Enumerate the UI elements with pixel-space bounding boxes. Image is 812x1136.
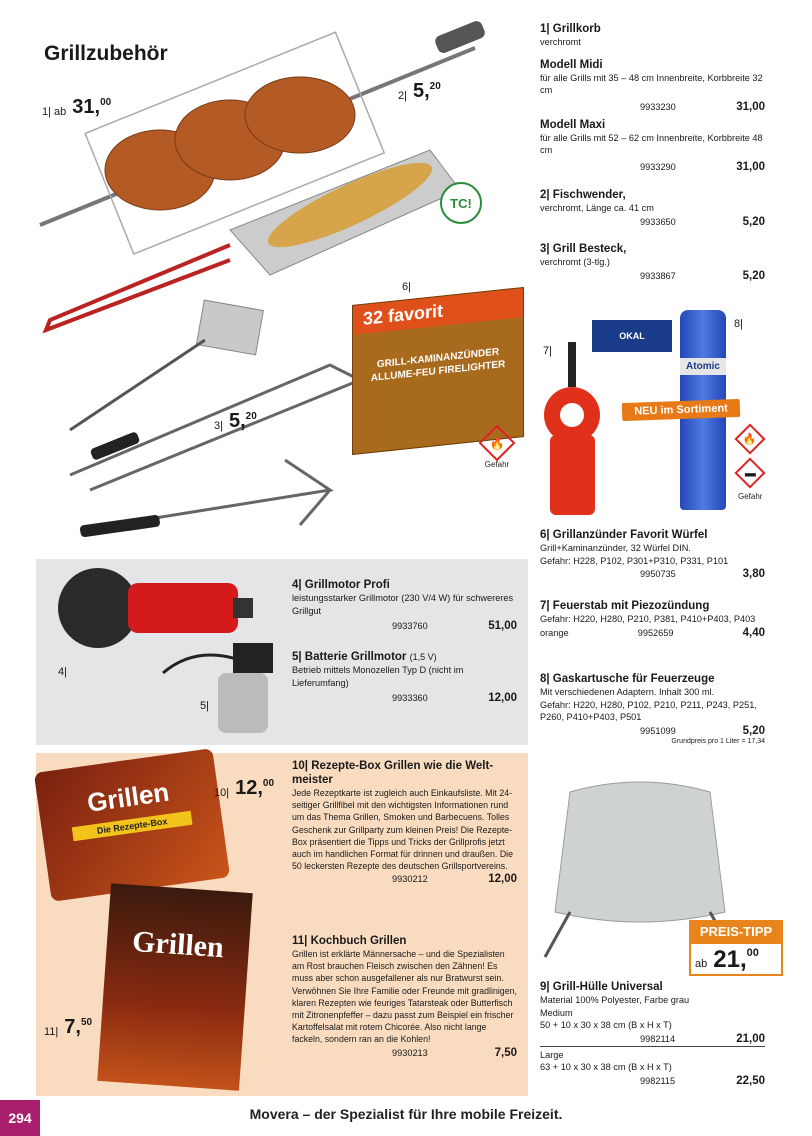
recipe-box-image [34,748,230,902]
hazard-codes: Gefahr: H220, H280, P210, P381, P410+P403, P403 [540,614,756,624]
price: 51,00 [488,620,517,632]
flame-hazard-icon: 🔥 [735,423,766,454]
product-title: 8| Gaskartusche für Feuerzeuge [540,673,715,685]
page-title: Grillzubehör [44,42,168,65]
sku: 9933760 [392,621,428,631]
callout-7: 7| [543,345,552,357]
gas-cylinder-hazard-icon: ▬ [735,457,766,488]
grill-fork [80,460,330,530]
callout-6: 6| [402,281,411,293]
callout-number: 11| [44,1026,59,1038]
product-9 [540,980,765,1088]
page-number: 294 [0,1100,40,1136]
callout-number: 10| [214,787,230,799]
callout-euro: 31, [72,96,101,118]
spatula-head [196,300,263,355]
variant-title: Modell Midi [540,58,603,71]
firelighter-label: GRILL-KAMINANZÜNDER ALLUME-FEU FIRELIGHTER [370,346,506,385]
variant-color: orange [540,627,569,638]
grill-basket [105,77,355,210]
hazard-label: Gefahr [484,460,510,469]
product-11 [292,934,517,1060]
product-desc: Jede Rezeptkarte ist zugleich auch Einkaufsliste. Mit 24-seitiger Grillfibel mit den wichtigsten Informationen rund um das Thema Grillen, Smoken und Barbecuens. Tolles Geschenk zur Grillparty zum kleinen Preis! Die Rezepte-Box präsentiert die Tipps und Tricks der Grillprofis jetzt auch im handlichen Format für drinnen und draußen. Die 50 leckersten Rezepte des deutschen Grillsportvereins. [292,788,514,872]
hazard-codes: Gefahr: H220, H280, P102, P210, P211, P243, P251, P260, P410+P403, P501 [540,699,757,722]
callout-number: 3| [214,420,223,432]
firelighter-brand: 32 favorit [353,288,523,335]
sku: 9930213 [392,1047,428,1058]
price: 5,20 [742,724,765,737]
product-desc: Material 100% Polyester, Farbe grau [540,995,690,1005]
price-tip-box [689,942,783,976]
price: 12,00 [488,873,517,886]
skewer-handle [433,20,486,55]
callout-cent: 00 [100,97,112,108]
product-desc: Betrieb mittels Monozellen Typ D (nicht im Lieferumfang) [292,665,464,688]
price-tip-badge: PREIS-TIPP [689,920,783,942]
hazard-label: Gefahr [738,492,763,501]
lighter-illustration [540,340,610,520]
new-badge: NEU im Sortiment [622,399,741,421]
page-footer: Movera – der Spezialist für Ihre mobile Freizeit. [249,1106,563,1122]
product-8 [540,672,765,745]
callout-euro: 5, [228,410,246,432]
sku: 9950735 [640,569,676,579]
callout-5: 5| [200,700,209,712]
price: 31,00 [736,100,765,113]
fork-handle [80,514,161,537]
price: 4,40 [742,626,765,639]
price: 21,00 [736,1032,765,1045]
sku: 9933867 [640,270,676,281]
callout-cent: 20 [245,411,257,422]
sku: 9933290 [640,161,676,172]
product-title: 7| Feuerstab mit Piezozündung [540,600,710,612]
price: 5,20 [742,215,765,228]
price-callout-2 [398,80,441,103]
product-1 [540,22,765,174]
callout-cent: 20 [429,81,441,92]
callout-cent: 50 [80,1017,93,1028]
price-callout-10 [214,777,274,800]
unit-price: Grundpreis pro 1 Liter = 17,34 [671,737,765,745]
callout-euro: 7, [64,1016,81,1038]
cookbook-title: Grillen [131,924,225,965]
product-4 [292,578,517,633]
variant-title: Large [540,1049,564,1060]
sku: 9982114 [640,1033,676,1044]
brand-logo: OKAL [592,320,672,352]
product-desc: verchromt (3-tlg.) [540,257,610,267]
quality-seal-icon: TC! [440,182,482,224]
product-6 [540,528,765,581]
product-title-note: (1,5 V) [409,652,437,662]
price: 7,50 [494,1046,517,1059]
recipe-box-title: Grillen [85,776,171,818]
sku: 9951099 [640,725,676,736]
product-desc: Grill+Kaminanzünder, 32 Würfel DIN. [540,543,691,553]
recipe-box-label: Die Rezepte-Box [72,811,193,842]
hazard-codes: Gefahr: H228, P102, P301+P310, P331, P101 [540,555,729,566]
sku: 9933360 [392,693,428,703]
sku: 9933650 [640,216,676,227]
price-callout-3 [214,410,257,433]
product-title: 10| Rezepte-Box Grillen wie die Welt-meister [292,760,494,786]
variant-size: 63 + 10 x 30 x 38 cm (B x H x T) [540,1062,672,1072]
callout-euro: 21, [713,946,747,973]
callout-prefix: ab [695,958,708,970]
sku: 9982115 [640,1075,676,1086]
hazard-warning-8 [738,428,762,501]
price: 12,00 [488,692,517,704]
product-title: 11| Kochbuch Grillen [292,935,407,947]
product-desc: verchromt, Länge ca. 41 cm [540,203,654,213]
callout-cent: 00 [262,778,275,789]
price: 31,00 [736,160,765,173]
product-desc: verchromt [540,37,581,47]
product-10 [292,759,517,886]
product-title: 5| Batterie Grillmotor [292,651,407,663]
product-2 [540,188,765,229]
callout-euro: 5, [412,80,430,102]
product-title: 6| Grillanzünder Favorit Würfel [540,529,708,541]
sku: 9933230 [640,101,676,112]
product-3 [540,242,765,283]
product-title: 9| Grill-Hülle Universal [540,981,663,993]
price: 3,80 [742,568,765,580]
price: 5,20 [742,269,765,282]
product-title: 2| Fischwender, [540,189,626,201]
callout-euro: 12, [235,777,263,799]
price: 22,50 [736,1074,765,1087]
price-callout-1 [42,96,111,119]
variant-title: Medium [540,1007,573,1018]
flame-hazard-icon: 🔥 [479,425,516,462]
product-title: 1| Grillkorb [540,23,601,35]
variant-desc: für alle Grills mit 52 – 62 cm Innenbreite, Korbbreite 48 cm [540,132,763,155]
product-title: 4| Grillmotor Profi [292,579,390,591]
product-desc: Mit verschiedenen Adaptern. Inhalt 300 ml. [540,687,715,697]
cookbook-image [97,883,252,1090]
callout-number: 1| ab [42,106,67,118]
product-7 [540,599,765,640]
callout-cent: 00 [746,947,759,959]
variant-desc: für alle Grills mit 35 – 48 cm Innenbreite, Korbbreite 32 cm [540,72,763,95]
product-desc: Grillen ist erklärte Männersache – und die Spezialisten am Rost brauchen Fleisch zwischen den Zähnen! Es muss aber schon ausgefallener als nur Bratwurst sein. Verwöhnen Sie Ihre Familie oder Freunde mit gradlinigen, klaren Rezepten wie feuriges Tatarsteak oder Butterfisch mit Zitronenpfeffer – dazu passt zum Beispiel ein frischer Kartoffelsalat mit rotem Chicorée. Also nicht lange fackeln, sondern ran an die Kohlen! [292,949,517,1045]
price-callout-11 [44,1016,92,1039]
canister-brand: Atomic [680,358,726,375]
sku: 9952659 [637,627,674,638]
variant-size: 50 + 10 x 30 x 38 cm (B x H x T) [540,1020,672,1030]
grill-motor-illustration [48,563,278,743]
spatula-shaft [70,340,205,430]
callout-4: 4| [58,666,67,678]
product-title: 3| Grill Besteck, [540,243,627,255]
callout-number: 2| [398,90,407,102]
product-5 [292,650,517,705]
callout-8: 8| [734,318,743,330]
product-desc: leistungsstarker Grillmotor (230 V/4 W) für schwereres Grillgut [292,593,514,616]
hazard-warning-6 [484,430,510,469]
sku: 9930212 [392,874,428,885]
variant-title: Modell Maxi [540,118,606,131]
